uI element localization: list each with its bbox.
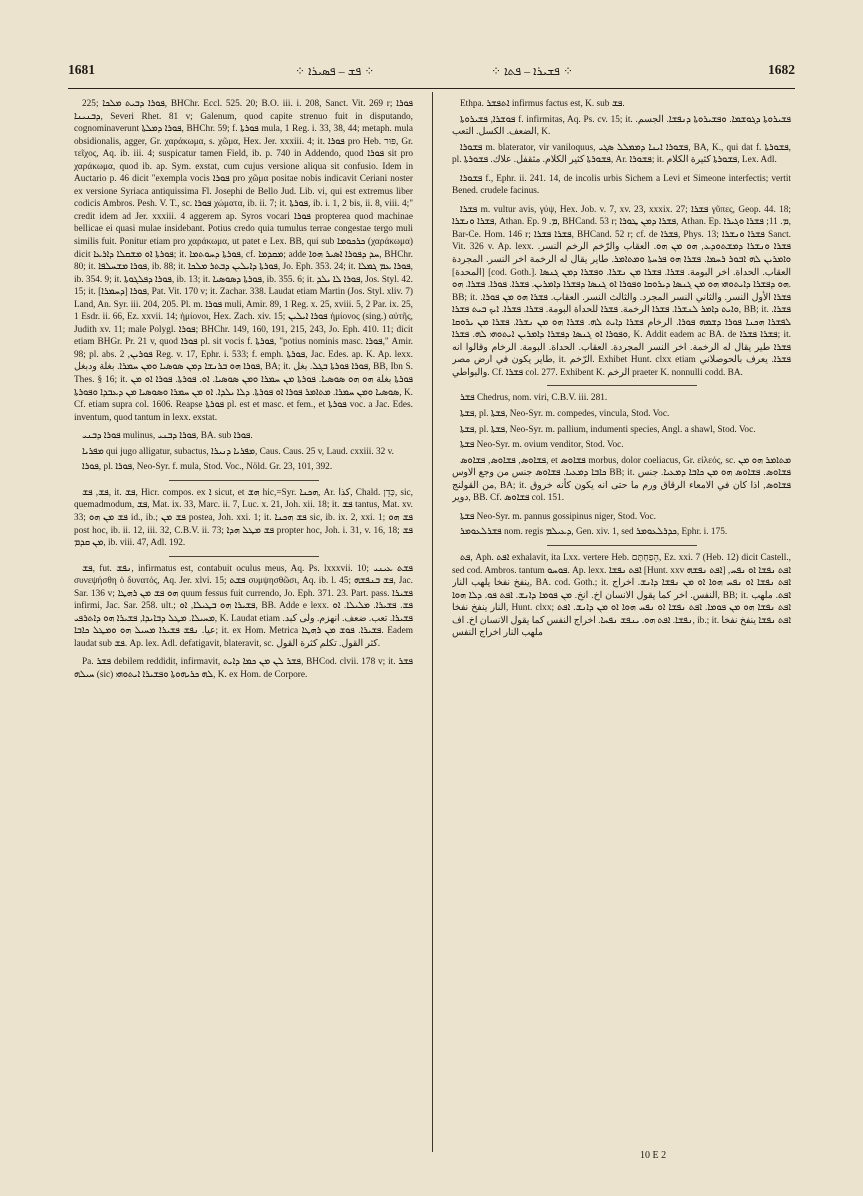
- dictionary-entry: Pa. ܦܫܪ debilem reddidit, infirmavit, ܦܫܪ ܠܢ ܡܢ ܟܡܐ ܕܐܝܬ, BHCod. clvii. 178 v; it. ܦܫܪ ܚܝܠܗ (sic) ܠܗ ܟܪܝܗܘܬܐ ܘܦܫܝܪܐ ܐܝܬܘܗܝ, K. ex Hom. de Corpore.: [74, 657, 413, 680]
- section-rule: [169, 480, 319, 481]
- dictionary-entry: Ethpa. ܐܬܦܫܪ infirmus factus est, K. sub ܦܫ.: [460, 99, 625, 109]
- left-page-number: 1681: [68, 62, 95, 77]
- section-rule: [547, 385, 697, 386]
- dictionary-entry: ܦܫܐܘܣ, ܦܫܐܘܣ, ܦܫܐܘܣ, et ܦܫܐܘܣ morbus, dolor coeliacus, Gr. εἰλεός, sc. ܡܬܐܡܪ ܗܘ ܡܢ ܟܐܒܐ ܕܡܥܝܐ. ܦܫܐܘܣ جنس من وجع الاوس BB; it. ܦܫܐܘܣ. ܦܫܐܘܣ ܗܘ ܡܢ ܟܐܒܐ ܕܡܥܝܐ. جنس من القولنج, BA; it. ܦܫܐܘܣ, اذا كان في الامعاء الرقاق ورم ما حتى انه يكون كأنه خروق دوير, BB. Cf. ܦܫܐܘܣ col. 151.: [452, 455, 791, 504]
- dictionary-entry: 225; ܦܘܪܐ ܕܒܝܬ ܡܠܟܐ, BHChr. Eccl. 525. 20; B.O. iii. i. 208, Sanct. Vit. 269 r; ܦܘܪܐ ܕܒܢܝܢܐ, Severi Rhet. 81 v; Galenum, quod capite strenuo fuit in disputando, cognominaverunt ܦܘܪܐ ܕܡܠܬܐ, BHChr. 59; f. ܦܘܪܬܐ mula, 1 Reg. i. 33, 38, 44; metaph. mula obsidionalis, agger, Gr. χαράκωμα, s. χῶμα, Hex. Jer. xxxiii. 4; it. ܦܘܪܐ pro Heb. פּוּר, Gr. τεῖχος, Aq. ib. iii. 4; suspicatur tamen Field, ib. p. 740 in Addendo, quod ܦܘܪܐ sit pro χαράκωμα, quod ib. ap. Sym. exstat, cum cujus versione aliqua sit confusio. Idem in Auctario p. 46 dicit "exempla vocis ܦܘܪܐ pro χῶμα positae nobis indicavit Ceriani noster ex versione Syriaca antiquissima Fl. Josephi de Bello Jud. Lib. vi, qui est extremus liber codicis Ambros. Pesh. V. T., sc. ܦܘܪܐ χώματα, ib. ii. 7; it. ܦܘܪܬܐ, ib. i. 1, 2 bis, ii. 8, viii. 4;" credit idem ad Jer. xxxiii. 4 aggerem ap. Syros vocari ܦܘܪܐ propterea quod machinae bellicae ei quasi mulae insidebant. Potius credo quia tumulus terrae congestae tergo muli similis fuit. Ponitur etiam pro χαράκωμα, ut patet e Lex. BB, qui sub ܟܪܟܘܡܐ (χαράκωμα) dicit ܦܘܪܬܐ ܐܘ ܡܫܩܠܐ ܕܐܪܥܐ; it. ܦܘܪܬܐ ܕܚܘܬܡܐ, cf. ܡܩܕܡܐ; adde ܚܕ ܕܦܘܪܐ ܐܣܝܪ ܗܘܐ, BHChr. 80; it. ܦܘܪܐ ܡܫܚܠܦܐ, ib. 88; it. ܦܘܪܬܐ ܕܐܝܠܝܢ ܕܒܬܪ ܡܠܟܐ, Jo. Eph. 353. 24; it. ܦܘܪܐ ܥܡ ܓܡܠܐ, ib. 354. 9; it. ܦܘܪܐ ܕܦܠܓܘܬܐ, ib. 13; it. ܦܘܪܬܐ ܕܣܘܣܝܐ, ib. 355. 6; it. ܦܘܪܐ ܠܐ ܝܠܕ, Jos. Styl. 42. 15; it. ܦܘܪܐ [ܕܚܡܪܐ], Pat. Vit. 170 v; it. Zachar. 338. Laudat etiam Martin (Jos. Styl. xliv. 7) Land, An. Syr. iii. 204, 205. Pl. m. ܦܘܪܐ muli, Amir. 89, 1 Reg. x. 25, xviii. 5, 2 Par. ix. 25, 1 Esdr. ii. 66, Ez. xxvii. 14; ἡμίονοι, Hex. Zach. xiv. 15; ܦܘܪܐ ܐܝܠܝܢ ἡμίονος (sing.) αὐτῆς, Judith xv. 11; male Polygl. ܦܘܪܐ; BHChr. 149, 160, 191, 215, 243, Jo. Eph. 410. 11; dicit etiam BHGr. Pr. 21 v, quod ܦܘܪܐ pl. sit vocis f. ܦܘܪܬܐ, "potius nominis masc. ܦܘܪܐ," Amir. 98; pl. abs. ܦܘܪܝܢ, 2 Reg. v. 17, Ephr. i. 533; f. emph. ܦܘܪܬܐ, Jac. Edes. ap. K. Ap. lexx. ܦܘܪܐ ܗܘ ܒܪܢܫܐ ܕܡܢ ܣܘܣܝܐ ܘܡܢ ܚܡܪܐ. بغلة ودبغل, BA; it. ܦܘܪܐ ܦܘܪܬܐ ܒܓܠ. بغل, BB, Ibn S. Thes. § 16; it. ܦܘܪܬܐ بغلة ܗܘ ܗܘ ܣܘܣܝܐ. ܦܘܪܬܐ ܡܢ ܚܡܪܐ ܘܡܢ ܣܘܣܝܐ. ܐܘ. ܦܘܪܬܐ. ܦܘܪܐ ܐܘ ܡܢ ܣܘܣܝܐ ܘܡܢ ܚܡܪܐ. ܡܬܐܡܪ ܦܘܪܐ ܐܘ ܦܘܪܬܐ. ܕܠܐ ܝܠܕܐ. ܐܘ ܡܢ ܚܡܪܐ ܘܣܘܣܝܐ ܡܢ ܕܥܒܕܐ ܘܦܘܪܬܐ, K. Cf. etiam supra col. 1606. Reapse ܦܘܪܬܐ pl. est et masc. et fem., et ܦܘܪܬܐ voc. a Jac. Edes. inventum, quod tantum in lexx. exstat.: [74, 99, 413, 423]
- dictionary-entry: ܦܫܘܪܐ m. blaterator, vir vaniloquus, ܦܫܘܪܐ ܐܝܢܐ ܕܡܡܠܠ ܣܓܝ, BA, K., qui dat f. ܦܫܘܪܬܐ, pl. ܦܫܘܪܬܐ كثير الكلام. مثقفل. علاك. ܦܫܘܪܬܐ, Ar. ܦܫܘܪܐ; it. ܦܫܘܪܬܐ كثيرة الكلام, Lex. Adl.: [452, 142, 791, 166]
- dictionary-entry: ܦܫܪ Chedrus, nom. viri, C.B.V. iii. 281.: [460, 393, 608, 404]
- right-column: [452, 98, 791, 1144]
- dictionary-entry: ܦܫ, fut. ܢܦܫ, infirmatus est, contabuit oculus meus, Aq. Ps. lxxxvii. 10; ܦܫܬ ܥܝܢܝ συνεψήσθη ὁ δυνατός, Aq. Jer. xlvi. 15; ܦܫܬ συμψησθῶσι, Aq. ib. l. 45; ܦܫ ܒܢܦܫܗ, Jac. Sar. 136 v; ܗܘ ܦܫ ܡܢ ܪܗܛܐ quum fessus fuit currendo, Jo. Eph. 371. 23. Part. pass. ܦܫܝܪܐ infirmi, Jac. Sar. 258. ult.; ܦܫܝܪܐ ܗܘ ܒܛܝܠܐ, ܐܘ, BB. Adde e lexx. ܦܫ. ܦܫܝܪܐ. ܡܠܝܠܐ. ܐܘ ܡܚܝܠܐ. ܡܛܠ ܕܒܐܝܕܐ, ܦܫܝܪܐ ܗܘ ܕܐܬܪܦܝ, K. Laudat etiam ܦܫܝܪܐ. تعب. ضعف. انهزم. ولى كبد. عيا. ܢܦܫ ܦܫܝܪܐ ܡܚܝܠ ܗܘ ܘܡܛܠ ܟܐܒܐ; it. ex Hom. Metrica ܦܫܝܪܐ. ܦܘܫ ܡܢ ܪܗܛܐ. Eadem laudat sub ܦܫ. Ap. lex. Adl. defatigavit, blateravit, sc. كثر القول. تكلم كثرة القول.: [74, 563, 413, 649]
- left-running-head: ⁘ ܦܫ ‒ ܦܣܝܪܐ ⁘: [295, 64, 375, 78]
- dictionary-entry: ܦܘܫܪܐ, ܦܫܝܪܘܬܐ f. infirmitas, Aq. Ps. cv. 15; it. ܦܫܝܪܘܬܐ ܕܓܘܫܡܐ. ܘܦܫܝܪܘܬܐ ܕܢܦܫܐ. الجسم. الضعف. الكسل. التعب, K.: [452, 114, 791, 138]
- dictionary-entry: ܦܫܬܐ, pl. ܦܫܬܐ, Neo-Syr. m. pallium, indumenti species, Angl. a shawl, Stod. Voc.: [460, 424, 756, 435]
- header-rule: [68, 88, 795, 89]
- dictionary-entry: ܦܘܪܐ, pl. ܦܘܪܐ, Neo-Syr. f. mula, Stod. Voc., Nöld. Gr. 23, 101, 392.: [82, 462, 333, 473]
- page-header: [60, 62, 803, 84]
- dictionary-entry: ܦܫܬܐ, pl. ܦܫܬܐ, Neo-Syr. m. compedes, vincula, Stod. Voc.: [460, 409, 670, 420]
- left-column: [74, 98, 413, 1144]
- dictionary-entry: ܦܫ, ܦܫ, it. ܦܫ, Hicr. compos. ex ܐ sicut, et ܗܫ hic,=Syr. ܗܟܢܐ, Ar. كذا, Chald. כְּדֵן, sic, quemadmodum, ܦܫ, Mat. ix. 33, Marc. ii. 7, Luc. x. 21, Joh. xii. 18; it. ܦܫ tantus, Mat. xv. 33; ܦܫ ܡܢ ܗܘ id., ib.; ܦܫ ܡܢ postea, Joh. xxi. 1; it. ܦܫ ܗܟܢܐ sic, ib. ix. 2, xxi. 1; ܦܫ ܗܘ post hoc, ib. ii. 12, iii. 32, C.B.V. ii. 73; ܦܫ ܡܛܠ ܗܕܐ propter hoc, Joh. i. 31, v. 16, 18; ܦܫ ܡܢ ܩܕܡ, ib. viii. 47, Adl. 192.: [74, 487, 413, 549]
- dictionary-entry: ܡܦܪܝܐ qui jugo alligatur, subactus, ܡܦܪܝܐ ܕܢܝܪܐ, Caus. Caus. 25 v, Laud. cxxiii. 32 v.: [82, 446, 395, 457]
- section-rule: [547, 545, 697, 546]
- right-running-head: ⁘ ܦܫܝܪܐ ‒ ܦܬܐ ⁘: [490, 64, 573, 78]
- dictionary-entry: ܦܫܬܐ Neo-Syr. m. ovium venditor, Stod. Voc.: [460, 440, 624, 451]
- right-page-number: 1682: [768, 62, 795, 77]
- dictionary-entry: ܦܫܪܐ m. vultur avis, γύψ, Hex. Job. v. 7, xv. 23, xxxix. 27; ܦܫܪܐ γῦπες, Geop. 44. 18; ܦܫܪܐ ܘܢܫܪܐ, Athan. Ep. ܡ. 9, BHCand. 53 r; ܦܫܪܐ ܕܡܢ ܛܘܪܐ, Athan. Ep. ܡ. 11; ܦܫܪܐ ܘܓܝܪܐ, Bar-Ce. Hom. 146 r; ܦܫܪܐ ܦܫܪܐ, BHCand. 52 r; cf. de ܦܫܪܐ, Phys. 13; ܦܫܪܐ ܘܢܫܪܐ Sanct. Vit. 326 v. Ap. lexx. ܦܫܪܐ ܘܢܫܪܐ ܕܡܫܬܘܕܥ, ܗܘ ܡܢ ܗܘ. العقاب والرّخم الرخم النسر. ܘܐܡܪܝܢ ܠܗ ܐܒܘܪ ܪܚܡܐ. ܦܫܪܐ ܗܘ ܦܪܚܬܐ ܘܡܬܐܡܪ. طاير يقال له الرخمة اخر النسر. المجردة [المحدة] [cod. Goth.]. العقاب. الحداة. اخر البومة. ܦܫܪܐ. ܦܫܪܐ ܡܢ ܢܫܪܐ. ܘܦܫܪܐ ܕܡܢ ܓܢܣܐ ܗܘ ܕܦܫܪܐ ܕܐܝܬܘܗܝ ܗܘ ܡܢ ܓܢܣܐ ܕܝܪܘܩܐ ܘܦܘܪܐ ܐܘ ܓܢܣܐ ܕܦܫܪܐ ܕܐܡܪܝܢ. ܦܫܪܐ. ܦܘܪܐ. ܦܫܪܐ. ܗܘ. BB; it. ܦܫܪܐ الأول النسر. والثاني النسر المجرد. والثالث النسر. العقاب. ܦܫܪܐ ܗܘ ܡܢ ܦܘܪܐ. ܘܐܝܬ ܕܐܡܪ ܠܢܫܪܐ. ܦܫܪܐ الرخمة. ܦܫܪܐ للحداة البومة. ܦܫܪܐ. ܦܫܪܐ. ܐܝܟ ܒܝܬ ܦܫܪܐ, BB; it. ܦܫܪܐ. ܠܦܫܪܐ ܗܟܢܐ ܦܘܪܐ ܕܫܡܗ ܦܘܪܐ. الرخام ܦܫܪܐ ܕܐܝܬ ܠܗ. ܦܫܪܐ ܗܘ ܡܢ ܢܫܪܐ. ܦܫܪܐ ܡܢ ܝܪܘܩܐ ܘܦܘܪܐ ܐܘ ܓܢܣܐ ܕܦܫܪܐ ܕܐܡܪܝܢ ܐܝܬܘܗܝ ܠܗ. ܦܫܪܐ, K. Addit eadem ac BA. de ܦܫܪܐ ܦܫܪܐ; it. ܦܫܪܐ طير يقال له الرخمة. اخر النسر المجردة. العقاب. الحداة. البومة. الرخام وقالوا انه طاير يكون في ارض مصر, it. الرّخم. Exhibet Hunt. clxx etiam ܦܫܪܐ. يعرف بالحوصلاني والبواطي. Cf. ܦܫܪܐ col. 277. Exhibent K. الرخم praeter K. nonnulli codd. BA.: [452, 204, 791, 378]
- dictionary-entry: ܦܫܬܐ Neo-Syr. m. pannus gossipinus niger, Stod. Voc.: [460, 511, 656, 522]
- dictionary-entry: ܦܫܪܠܥܘܡܪ nom. regis ܕܥܝܠܡ, Gen. xiv. 1, sed ܟܕܪܠܥܘܡܪ, Ephr. i. 175.: [460, 527, 728, 538]
- column-divider: [432, 92, 433, 1152]
- dictionary-entry: ܦܘܪܐ ܕܒܢܝ mulinus, ܦܘܪܐ ܕܒܢܝ, BA. sub ܦܘܪܐ.: [82, 431, 253, 442]
- printer-signature: 10 E 2: [640, 1150, 667, 1161]
- dictionary-entry: ܦܫܘܪܐ f., Ephr. ii. 241. 14, de incolis urbis Sichem a Levi et Simeone interfectis; vertit Bened. crudele facinus.: [452, 173, 791, 197]
- dictionary-entry: ܦܬ, Aph. ܐܦܬ exhalavit, ita Lxx. vertere Heb. הֵפַחְתֶּם, Ez. xxi. 7 (Heb. 12) dicit Castell., sed cod. Ambros. tantum ܦܘܚܘ. Ap. lexx. ܐܦܬ ܢܦܫܐ [Hunt. xxv ܐܦܬ ܢܦܫܗ] ܐܦܬ ܢܦܫܐ ܐܘ ܢܦܚ, ينفخ نفخا يلهب النار, BA. cod. Goth.; it. ܐܦܬ ܢܦܫܐ ܐܘ ܢܦܚ ܗܘܐ ܐܘ ܡܢ ܢܦܫܐ ܕܐܢܫ. اخراج النفس. اخر كما يقول الانسان اخ. انخ. ܡܢ ܦܘܡܐ ܕܐܢܫ. ܐܦܬ ܦܘ. ܕܠܐ ܗܘܐ, BB; it. ܐܦܬ. ملهب النار ينفخ نفخا, Hunt. clxx; ܐܦܬ ܢܦܫܐ ܗܘ ܡܢ ܦܘܡܐ. ܐܦܬ ܢܦܫܐ ܐܘ ܢܦܚ ܗܘܐ ܐܘ ܡܢ ܕܐܢܫ. ܐܦܬ ܢܦܫܐ. ܐܦܬ ܗܘ. ܝܢܦܫ ܢܦܚܐ. اخراج النفس كما يقول الانسان اخ. اف, ib.; it. ܐܦܬ ܢܦܫܐ ينفخ نفخا ملهب النار اخراج النفس: [452, 552, 791, 639]
- section-rule: [169, 556, 319, 557]
